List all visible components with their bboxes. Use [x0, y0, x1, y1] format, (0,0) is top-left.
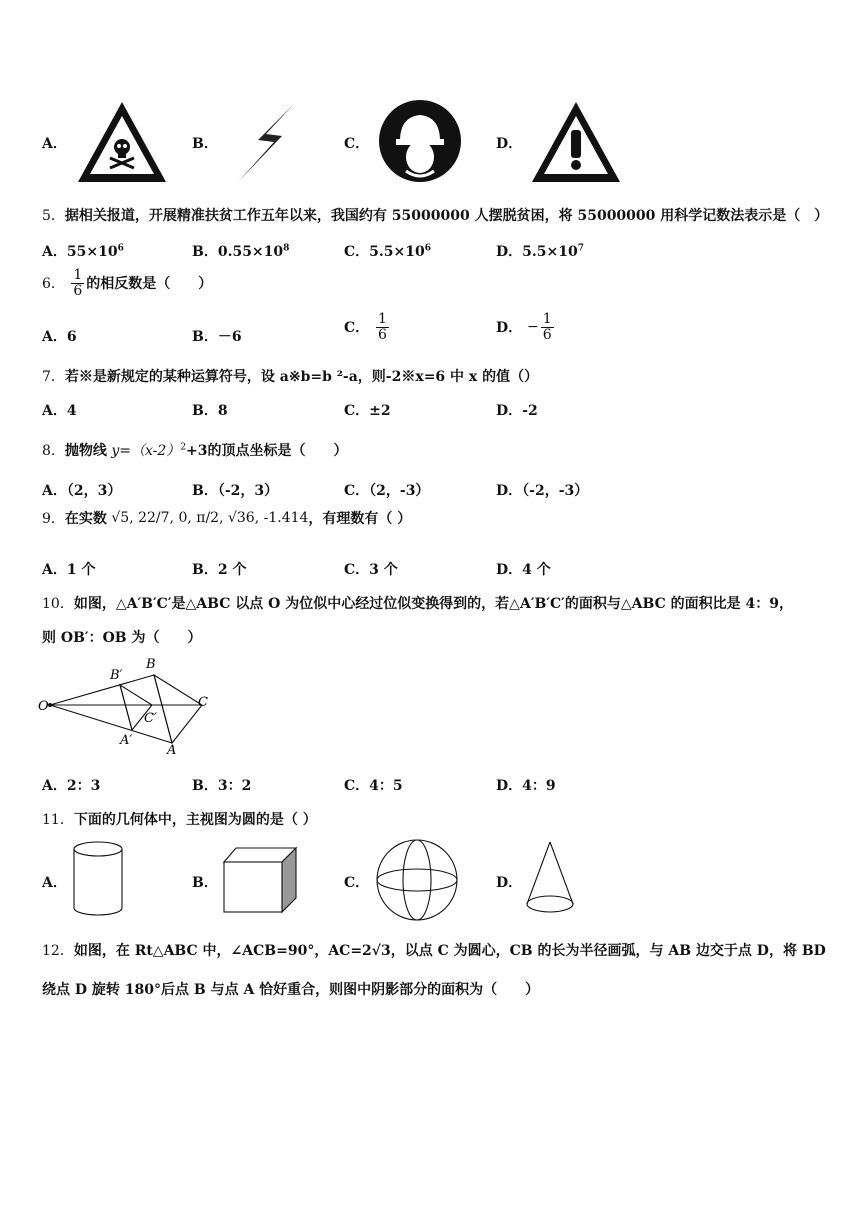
sphere-figure [374, 838, 460, 922]
q6-option-d: D． − $\frac{1}{6}$ [496, 311, 552, 343]
q8-option-d: D．（-2，-3） [496, 483, 589, 499]
q10-label-o: O [38, 699, 49, 714]
q10-label-a: A [167, 743, 177, 758]
q8-option-b: B．（-2，3） [192, 483, 279, 499]
q8-option-c: C．（2，-3） [344, 483, 430, 499]
q9-option-a: A．1 个 [42, 562, 96, 578]
cube-figure [222, 846, 298, 914]
q4-option-b-label: B． [192, 136, 218, 152]
q10-label-b: B [146, 657, 156, 672]
q8-stem: 8．抛物线 $y=(x-2)^2+3$的顶点坐标是（ ） [42, 442, 348, 459]
q11-option-a-label: A． [42, 875, 67, 891]
q10-stem-line2: 则 OB′：OB 为（ ） [42, 630, 202, 646]
q10-label-b-prime: B′ [110, 668, 123, 683]
q8-option-a: A．（2，3） [42, 483, 122, 499]
q10-label-c-prime: C′ [144, 711, 157, 726]
q7-option-d: D．-2 [496, 403, 538, 419]
exclamation-warning-icon [530, 100, 622, 184]
q10-option-b: B．3：2 [192, 778, 252, 794]
q5-stem: 5．据相关报道，开展精准扶贫工作五年以来，我国约有 55000000 人摆脱贫困，将 55000000 用科学记数法表示是（ ） [42, 208, 829, 224]
q9-option-d: D．4 个 [496, 562, 551, 578]
q6-fraction: $\frac{1}{6}$ [73, 267, 83, 299]
q6-option-a: A．6 [42, 329, 77, 345]
q6-option-c: C． $\frac{1}{6}$ [344, 311, 387, 343]
q7-stem: 7．若※是新规定的某种运算符号，设 a※b=b ²-a，则-2※x=6 中 x 的值（） [42, 369, 539, 385]
q6-option-b: B．－6 [192, 329, 242, 345]
q9-option-c: C．3 个 [344, 562, 398, 578]
lightning-icon [236, 102, 296, 184]
q7-option-a: A．4 [42, 403, 77, 419]
q9-option-b: B．2 个 [192, 562, 247, 578]
q5-option-b: B．$0.55\times 10^8$ [192, 243, 290, 260]
q12-stem-line1: 12．如图，在 Rt△ABC 中，∠ACB=90°，AC=2√3，以点 C 为圆心，CB 的长为半径画弧，与 AB 边交于点 D，将 BD [42, 943, 826, 959]
cone-figure [524, 840, 576, 916]
q5-option-d: D．$5.5\times 10^7$ [496, 243, 584, 260]
q11-option-d-label: D． [496, 875, 523, 891]
q10-option-d: D．4：9 [496, 778, 556, 794]
q10-similar-triangles-figure [36, 656, 226, 760]
q10-label-c: C [198, 695, 208, 710]
q4-option-a-label: A． [42, 136, 67, 152]
q5-option-a: A．$55\times 10^6$ [42, 243, 124, 260]
q9-number-list: √5, 22/7, 0, π/2, √36, -1.414 [111, 510, 309, 526]
q11-option-c-label: C． [344, 875, 370, 891]
q11-stem: 11．下面的几何体中，主视图为圆的是（ ） [42, 812, 317, 828]
q6-stem: 6． $\frac{1}{6}$ 的相反数是（ ） [42, 267, 213, 299]
q10-option-a: A．2：3 [42, 778, 101, 794]
q7-option-c: C．±2 [344, 403, 391, 419]
q10-option-c: C．4：5 [344, 778, 403, 794]
q4-option-d-label: D． [496, 136, 523, 152]
q10-stem-line1: 10．如图，△A′B′C′是△ABC 以点 O 为位似中心经过位似变换得到的，若△A′B′C′的面积与△ABC 的面积比是 4：9， [42, 596, 793, 612]
q7-option-b: B．8 [192, 403, 228, 419]
toxic-warning-icon [76, 100, 168, 184]
cylinder-figure [72, 840, 124, 918]
q10-label-a-prime: A′ [120, 733, 133, 748]
safety-helmet-icon [378, 99, 462, 183]
q5-option-c: C．$5.5\times 10^6$ [344, 243, 431, 260]
q11-option-b-label: B． [192, 875, 218, 891]
q4-option-c-label: C． [344, 136, 370, 152]
q12-stem-line2: 绕点 D 旋转 180°后点 B 与点 A 恰好重合，则图中阴影部分的面积为（ ） [42, 982, 540, 998]
q9-stem: 9．在实数 √5, 22/7, 0, π/2, √36, -1.414，有理数有（ ） [42, 510, 412, 527]
